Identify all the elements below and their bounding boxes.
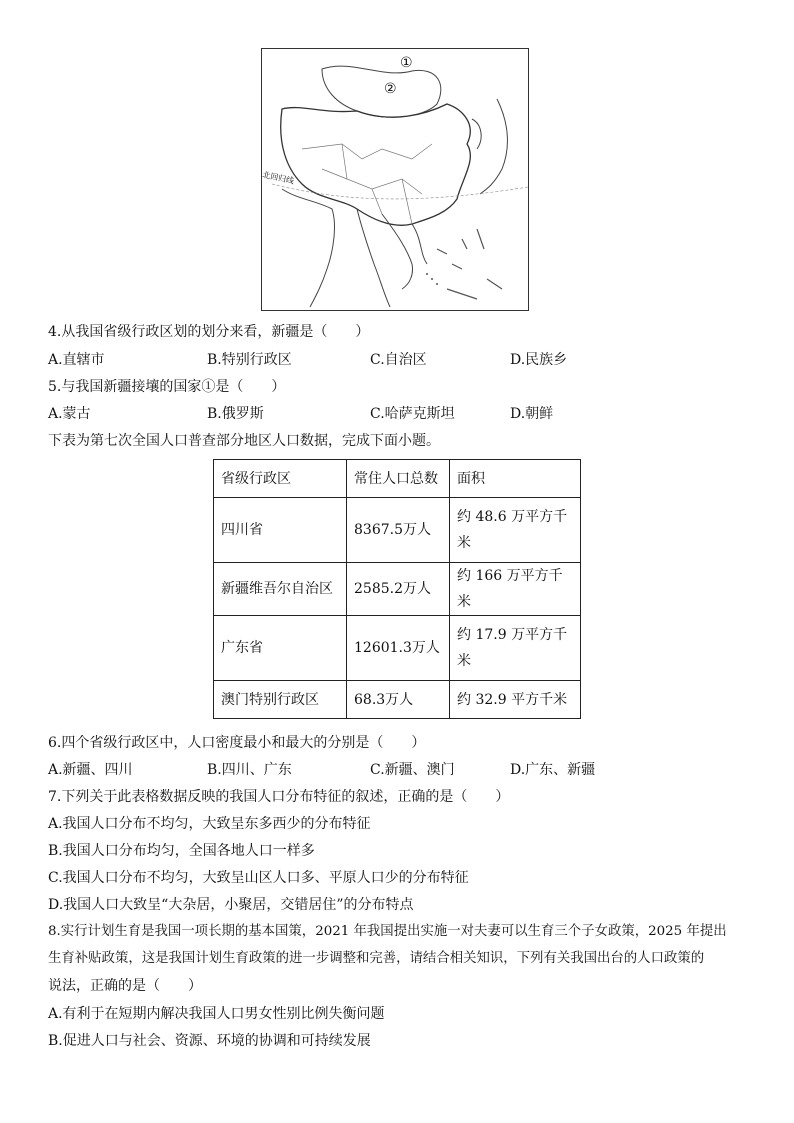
- table-row: [214, 681, 581, 719]
- cell-population: 8367.5万人: [347, 498, 450, 563]
- cell-area-line1: 约 166 万平方千米: [457, 568, 563, 610]
- asia-map-figure: [261, 48, 529, 311]
- cell-area: [450, 498, 581, 563]
- q5-option-c[interactable]: C.哈萨克斯坦: [370, 406, 455, 422]
- q4-option-a[interactable]: A.直辖市: [48, 352, 105, 368]
- q8-option-a[interactable]: A.有利于在短期内解决我国人口男女性别比例失衡问题: [48, 1006, 385, 1022]
- q4-stem: 4.从我国省级行政区划的划分来看，新疆是（ ）: [48, 324, 370, 340]
- cell-region: 四川省: [214, 498, 347, 563]
- table-intro: 下表为第七次全国人口普查部分地区人口数据，完成下面小题。: [48, 433, 440, 449]
- korea-japan: [472, 99, 507, 194]
- cell-area-line2: 米: [457, 653, 471, 669]
- cell-area-line1: 约 48.6 万平方千: [457, 509, 568, 525]
- q7-stem: 7.下列关于此表格数据反映的我国人口分布特征的叙述，正确的是（ ）: [48, 789, 510, 805]
- q5-option-b[interactable]: B.俄罗斯: [207, 406, 264, 422]
- q4-option-d[interactable]: D.民族乡: [510, 352, 568, 368]
- islands: [437, 229, 502, 299]
- cell-area: [450, 681, 581, 719]
- q6-option-b[interactable]: B.四川、广东: [207, 762, 292, 778]
- cell-region: 澳门特别行政区: [214, 681, 347, 719]
- q7-option-b[interactable]: B.我国人口分布均匀，全国各地人口一样多: [48, 843, 315, 859]
- header-population: 常住人口总数: [347, 460, 450, 498]
- q6-stem: 6.四个省级行政区中，人口密度最小和最大的分别是（ ）: [48, 735, 426, 751]
- q5-option-a[interactable]: A.蒙古: [48, 406, 91, 422]
- map-label-2: ②: [384, 81, 397, 97]
- map-drawing: [262, 49, 528, 310]
- q5-option-d[interactable]: D.朝鲜: [510, 406, 554, 422]
- province-lines: [302, 144, 432, 224]
- cell-population: 12601.3万人: [347, 616, 450, 681]
- tropic-label: 北回归线: [262, 170, 295, 186]
- table-header-row: [214, 460, 581, 498]
- q7-option-c[interactable]: C.我国人口分布不均匀，大致呈山区人口多、平原人口少的分布特征: [48, 870, 469, 886]
- mongolia-border: [322, 66, 441, 117]
- header-region: 省级行政区: [214, 460, 347, 498]
- cell-area-line1: 约 17.9 万平方千: [457, 627, 568, 643]
- cell-area-line1: 约 32.9 平方千米: [457, 691, 568, 708]
- southeast-asia: [357, 209, 427, 307]
- q8-stem-line2: 生育补贴政策，这是我国计划生育政策的进一步调整和完善，请结合相关知识，下列有关我国出台的人口政策的: [48, 951, 705, 966]
- table-row: [214, 616, 581, 681]
- cell-region: 广东省: [214, 616, 347, 681]
- cell-area: [450, 616, 581, 681]
- q5-stem: 5.与我国新疆接壤的国家①是（ ）: [48, 379, 286, 395]
- q6-option-d[interactable]: D.广东、新疆: [510, 762, 596, 778]
- table-row: [214, 563, 581, 616]
- q6-option-a[interactable]: A.新疆、四川: [48, 762, 133, 778]
- q7-option-d[interactable]: D.我国人口大致呈“大杂居，小聚居，交错居住”的分布特点: [48, 897, 414, 913]
- cell-population: 2585.2万人: [347, 563, 450, 616]
- q4-option-c[interactable]: C.自治区: [370, 352, 427, 368]
- cell-region: 新疆维吾尔自治区: [214, 563, 347, 616]
- cell-area-line2: 米: [457, 535, 471, 551]
- cell-population: 68.3万人: [347, 681, 450, 719]
- q4-option-b[interactable]: B.特别行政区: [207, 352, 292, 368]
- population-table: [213, 459, 581, 719]
- header-area: 面积: [450, 460, 581, 498]
- table-row: [214, 498, 581, 563]
- map-label-1: ①: [400, 55, 413, 71]
- q8-option-b[interactable]: B.促进人口与社会、资源、环境的协调和可持续发展: [48, 1033, 371, 1049]
- q7-option-a[interactable]: A.我国人口分布不均匀，大致呈东多西少的分布特征: [48, 816, 371, 832]
- q6-option-c[interactable]: C.新疆、澳门: [370, 762, 455, 778]
- china-border: [281, 104, 471, 225]
- cell-area: [450, 563, 581, 616]
- q8-stem-line1: 8.实行计划生育是我国一项长期的基本国策，2021 年我国提出实施一对夫妻可以生育三个子女政策，2025 年提出: [48, 924, 727, 939]
- q8-stem-line3: 说法，正确的是（ ）: [48, 978, 202, 994]
- india: [282, 189, 334, 307]
